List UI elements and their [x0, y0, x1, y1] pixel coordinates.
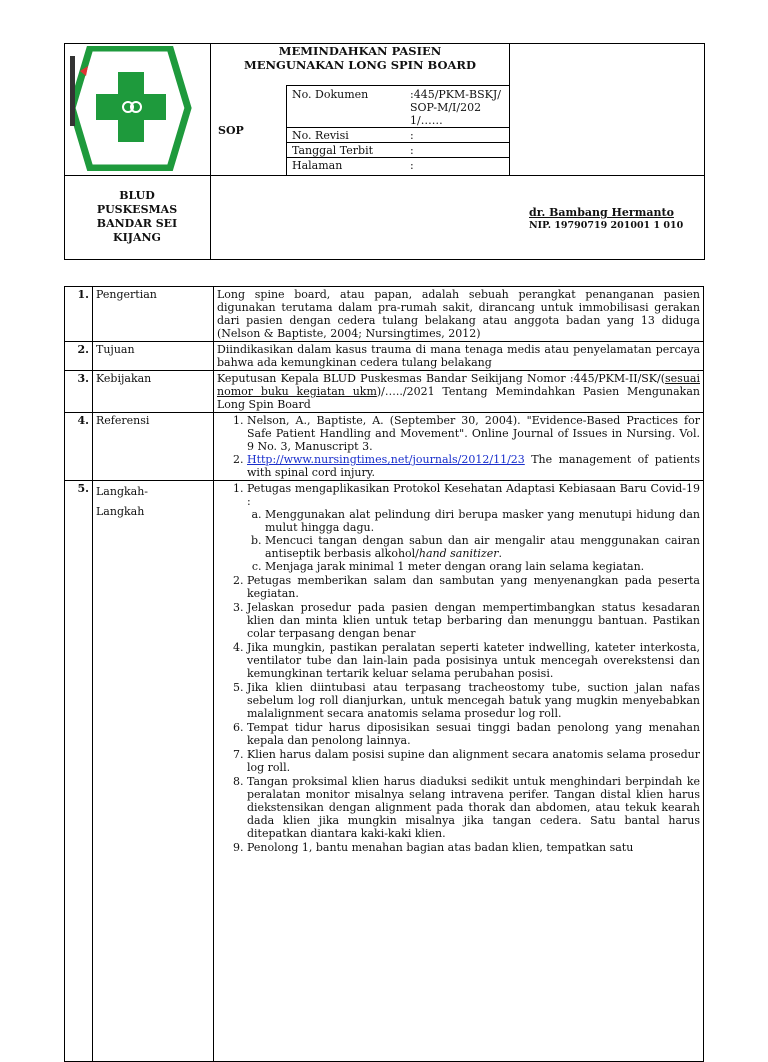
halaman-value: :: [410, 159, 414, 172]
step-item: 5. Jika klien diintubasi atau terpasang tracheostomy tube, suction jalan nafas sebelum log roll dianjurkan, untuk mencegah batuk yang mugkin menyebabkan malalignment secara anatomis selama prosedur log roll.: [247, 681, 700, 720]
tanggal-terbit-label: Tanggal Terbit: [292, 144, 374, 157]
kebijakan-underlined: sesuai nomor buku kegiatan ukm: [217, 372, 700, 398]
substep-item: [265, 534, 700, 560]
step-text: Petugas mengaplikasikan Protokol Kesehatan Adaptasi Kebiasaan Baru Covid-19 :: [247, 482, 700, 508]
steps-list: [217, 482, 700, 854]
no-revisi-value: :: [410, 129, 414, 142]
step-item: 2. Petugas memberikan salam dan sambutan yang menyenangkan pada peserta kegiatan.: [247, 574, 700, 600]
row-number: 1.: [65, 287, 93, 342]
no-dokumen-value: :445/PKM-BSKJ/SOP-M/I/2021/……: [410, 88, 501, 127]
pengertian-text: Long spine board, atau papan, adalah sebuah perangkat penanganan pasien digunakan terutama dalam pra-rumah sakit, dirancang untuk immobilisasi gerakan dari pasien dengan cedera tulang belakang atau anggota badan yang 13 diduga (Nelson & Baptiste, 2004; Nursingtimes, 2012): [214, 287, 704, 342]
row-number: 2.: [65, 342, 93, 371]
substep-italic: hand sanitizer: [418, 547, 499, 560]
step-item: 7. Klien harus dalam posisi supine dan alignment secara anatomis selama prosedur log roll.: [247, 748, 700, 774]
title-line-1: MEMINDAHKAN PASIEN: [278, 44, 442, 58]
row-label: Kebijakan: [93, 371, 214, 413]
row-label: [93, 481, 214, 1062]
sop-content-table: [64, 286, 704, 1062]
referensi-list-cell: [214, 413, 704, 481]
row-label: Referensi: [93, 413, 214, 481]
title-line-2: MENGUNAKAN LONG SPIN BOARD: [244, 58, 476, 72]
row-number: 5.: [65, 481, 93, 1062]
row-number: 4.: [65, 413, 93, 481]
row-label: Tujuan: [93, 342, 214, 371]
referensi-item-text: The management of patients with spinal cord injury.: [247, 453, 700, 479]
step-item: [247, 482, 700, 573]
step-item: 8. Tangan proksimal klien harus diaduksi sedikit untuk menghindari berpindah ke peralatan monitor misalnya selang intravena perifer. Tangan distal klien harus diekstensikan dengan alignment pada thorak dan abdomen, atau tekuk kearah dada klien jika mungkin misalnya jika tangan cedera. Satu bantal harus ditepatkan diantara kaki-kaki klien.: [247, 775, 700, 840]
step-item: 9. Penolong 1, bantu menahan bagian atas badan klien, tempatkan satu: [247, 841, 700, 854]
row-number: 3.: [65, 371, 93, 413]
table-row-referensi: [65, 413, 704, 481]
sop-label: SOP: [218, 124, 244, 137]
header-divider-title: [286, 85, 509, 86]
header-divider-sop: [286, 85, 287, 175]
doc-line-3: [286, 157, 509, 158]
step-item: 4. Jika mungkin, pastikan peralatan seperti kateter indwelling, kateter interkosta, ventilator tube dan lain-lain pada posisinya untuk mencegah overekstensi dan kemungkinan tertarik keluar selama perubahan posisi.: [247, 641, 700, 680]
langkah-steps-cell: [214, 481, 704, 1062]
referensi-item: [247, 453, 700, 479]
kebijakan-text-end: )/…../2021 Tentang Memindahkan Pasien Mengunakan Long Spin Board: [217, 385, 700, 411]
table-row-kebijakan: [65, 371, 704, 413]
org-line-3: BANDAR SEI: [96, 217, 178, 230]
organization-name: [66, 189, 208, 245]
step-item: 6. Tempat tidur harus diposisikan sesuai tinggi badan penolong yang menahan kepala dan penolong lainnya.: [247, 721, 700, 747]
no-revisi-label: No. Revisi: [292, 129, 349, 142]
doc-line-2: [286, 142, 509, 143]
substep-item: a. Menggunakan alat pelindung diri berupa masker yang menutupi hidung dan mulut hingga dagu.: [265, 508, 700, 534]
row-label: Pengertian: [93, 287, 214, 342]
substeps-list: [247, 508, 700, 573]
header-divider-row: [64, 175, 705, 176]
table-row-pengertian: [65, 287, 704, 342]
org-line-1: BLUD: [119, 189, 155, 202]
doc-line-1: [286, 127, 509, 128]
referensi-link[interactable]: Http://www.nursingtimes,net/journals/2012/11/23: [247, 453, 525, 466]
org-line-2: PUSKESMAS: [96, 203, 178, 216]
header-divider-right: [509, 43, 510, 175]
kebijakan-text-start: Keputusan Kepala BLUD Puskesmas Bandar Seikijang Nomor :445/PKM-II/SK/(: [217, 372, 666, 385]
referensi-list: [217, 414, 700, 479]
kebijakan-text: [214, 371, 704, 413]
step-item: 3. Jelaskan prosedur pada pasien dengan mempertimbangkan status kesadaran klien dan minta klien untuk tetap berbaring dan menunggu bantuan. Pastikan colar terpasang dengan benar: [247, 601, 700, 640]
no-dokumen-label: No. Dokumen: [292, 88, 369, 101]
label-line-2: Langkah: [96, 505, 145, 518]
signer-nip: NIP. 19790719 201001 1 010: [529, 220, 684, 231]
header-divider-left: [210, 43, 211, 260]
puskesmas-logo: [70, 46, 200, 171]
table-row-langkah: [65, 481, 704, 1062]
label-line-1: Langkah-: [96, 485, 149, 498]
tujuan-text: Diindikasikan dalam kasus trauma di mana tenaga medis atau penyelamatan percaya bahwa ada kemungkinan cedera tulang belakang: [214, 342, 704, 371]
tanggal-terbit-value: :: [410, 144, 414, 157]
substep-item: c. Menjaga jarak minimal 1 meter dengan orang lain selama kegiatan.: [265, 560, 700, 573]
substep-end: .: [498, 547, 502, 560]
referensi-item: 1. Nelson, A., Baptiste, A. (September 30, 2004). "Evidence-Based Practices for Safe Patient Handling and Movement". Online Journal of Issues in Nursing. Vol. 9 No. 3, Manuscript 3.: [247, 414, 700, 453]
halaman-label: Halaman: [292, 159, 343, 172]
substep-text: Mencuci tangan dengan sabun dan air mengalir atau menggunakan cairan antiseptik berbasis alkohol/: [265, 534, 700, 560]
org-line-4: KIJANG: [113, 231, 161, 244]
table-row-tujuan: [65, 342, 704, 371]
document-title: [212, 44, 508, 72]
signer-name: dr. Bambang Hermanto: [529, 206, 674, 219]
